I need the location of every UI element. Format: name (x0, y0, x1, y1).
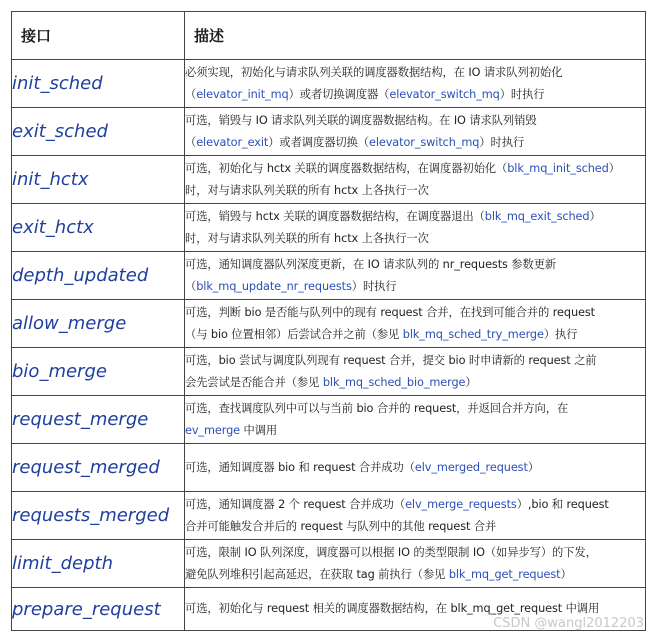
description-text: 可选，查找调度队列中可以与当前 bio 合并的 request，并返回合并方向，在 (185, 401, 569, 415)
table-row (12, 444, 646, 492)
description-text: ） (589, 209, 601, 223)
interface-description (185, 396, 646, 444)
interface-name: init_hctx (12, 156, 185, 204)
interface-description (185, 348, 646, 396)
description-text: 合并可能触发合并后的 request 与队列中的其他 request 合并 (185, 519, 497, 533)
description-text: 必须实现，初始化与请求队列关联的调度器数据结构，在 IO 请求队列初始化 (185, 65, 563, 79)
interface-name: exit_sched (12, 108, 185, 156)
description-line (185, 542, 645, 564)
interface-description (185, 540, 646, 588)
description-line (185, 132, 645, 154)
description-text: ） (560, 567, 572, 581)
description-text: （ (185, 87, 197, 101)
function-reference: blk_mq_init_sched (507, 161, 609, 175)
description-line (185, 398, 645, 420)
description-line (185, 276, 645, 298)
description-line (185, 180, 645, 202)
function-reference: blk_mq_update_nr_requests (196, 279, 352, 293)
interface-name: bio_merge (12, 348, 185, 396)
description-text: 可选，通知调度器 bio 和 request 合并成功（ (185, 460, 415, 474)
description-line (185, 457, 645, 479)
description-line (185, 254, 645, 276)
header-interface: 接口 (12, 12, 185, 60)
header-description: 描述 (185, 12, 646, 60)
function-reference: blk_mq_sched_try_merge (402, 327, 544, 341)
description-text: ） (527, 460, 540, 474)
function-reference: elv_merged_request (414, 460, 528, 474)
description-text: 可选，初始化与 request 相关的调度器数据结构，在 blk_mq_get_request 中调用 (185, 602, 600, 615)
interface-table (11, 11, 646, 631)
description-line (185, 206, 645, 228)
interface-name: limit_depth (12, 540, 185, 588)
interface-description (185, 300, 646, 348)
interface-description (185, 252, 646, 300)
interface-name: prepare_request (12, 588, 185, 631)
table-row (12, 108, 646, 156)
interface-name: allow_merge (12, 300, 185, 348)
table-body (12, 60, 646, 631)
description-text: （ (185, 135, 197, 149)
interface-description (185, 204, 646, 252)
description-line (185, 350, 645, 372)
function-reference: elevator_switch_mq (389, 87, 500, 101)
description-text: 可选，bio 尝试与调度队列现有 request 合并，提交 bio 时申请新的 request 之前 (185, 353, 597, 367)
description-line (185, 158, 645, 180)
function-reference: blk_mq_get_request (448, 567, 561, 581)
function-reference: ev_merge (185, 423, 241, 437)
description-line (185, 516, 645, 538)
description-line (185, 228, 645, 250)
function-reference: elevator_init_mq (196, 87, 289, 101)
table-row (12, 540, 646, 588)
interface-description (185, 156, 646, 204)
description-text: 中调用 (240, 423, 278, 437)
interface-description (185, 492, 646, 540)
table-row (12, 204, 646, 252)
description-text: ）执行 (543, 327, 578, 341)
function-reference: blk_mq_sched_bio_merge (322, 375, 466, 389)
table-row (12, 396, 646, 444)
description-text: 可选，销毁与 hctx 关联的调度器数据结构，在调度器退出（ (185, 209, 485, 223)
table-row (12, 300, 646, 348)
interface-name: depth_updated (12, 252, 185, 300)
description-text: 可选，初始化与 hctx 关联的调度器数据结构，在调度器初始化（ (185, 161, 508, 175)
description-line (185, 302, 645, 324)
description-text: 可选，通知调度器队列深度更新，在 IO 请求队列的 nr_requests 参数更新 (185, 257, 557, 271)
description-text: 时，对与请求队列关联的所有 hctx 上各执行一次 (185, 183, 429, 197)
description-text: ）或者调度器切换（ (268, 135, 369, 149)
description-text: 可选，销毁与 IO 请求队列关联的调度器数据结构。在 IO 请求队列销毁 (185, 113, 537, 127)
interface-description (185, 108, 646, 156)
interface-name: requests_merged (12, 492, 185, 540)
description-line (185, 420, 645, 442)
description-line (185, 324, 645, 346)
function-reference: elv_merge_requests (405, 497, 517, 511)
interface-name: request_merged (12, 444, 185, 492)
interface-name: request_merge (12, 396, 185, 444)
description-text: ）时执行 (351, 279, 397, 293)
table-row (12, 492, 646, 540)
table-row (12, 60, 646, 108)
description-text: 避免队列堆积引起高延迟，在获取 tag 前执行（参见 (185, 567, 449, 581)
description-text: 可选，限制 IO 队列深度，调度器可以根据 IO 的类型限制 IO（如异步写）的下发， (185, 545, 597, 559)
function-reference: elevator_exit (196, 135, 269, 149)
description-line (185, 494, 645, 516)
description-text: 可选，通知调度器 2 个 request 合并成功（ (185, 497, 406, 511)
description-line (185, 110, 645, 132)
description-text: ） (608, 161, 620, 175)
table-row (12, 156, 646, 204)
description-text: （ (185, 279, 197, 293)
interface-description (185, 60, 646, 108)
interface-description (185, 444, 646, 492)
description-text: ）或者切换调度器（ (288, 87, 390, 101)
description-text: ）时执行 (479, 135, 525, 149)
table-header-row (12, 12, 646, 60)
description-text: ） (465, 375, 477, 389)
description-text: ）,bio 和 request (516, 497, 609, 511)
description-text: ）时执行 (499, 87, 545, 101)
function-reference: blk_mq_exit_sched (484, 209, 590, 223)
description-line (185, 372, 645, 394)
interface-name: exit_hctx (12, 204, 185, 252)
table-row (12, 348, 646, 396)
description-text: 会先尝试是否能合并（参见 (185, 375, 323, 389)
table-row (12, 252, 646, 300)
description-text: 时，对与请求队列关联的所有 hctx 上各执行一次 (185, 231, 429, 245)
function-reference: elevator_switch_mq (368, 135, 480, 149)
description-text: （与 bio 位置相邻）后尝试合并之前（参见 (185, 327, 403, 341)
description-text: 可选，判断 bio 是否能与队列中的现有 request 合并，在找到可能合并的 request (185, 305, 595, 319)
description-line (185, 564, 645, 586)
watermark: CSDN @wangl2012203 (493, 616, 644, 631)
description-line (185, 62, 645, 84)
description-line (185, 84, 645, 106)
interface-name: init_sched (12, 60, 185, 108)
